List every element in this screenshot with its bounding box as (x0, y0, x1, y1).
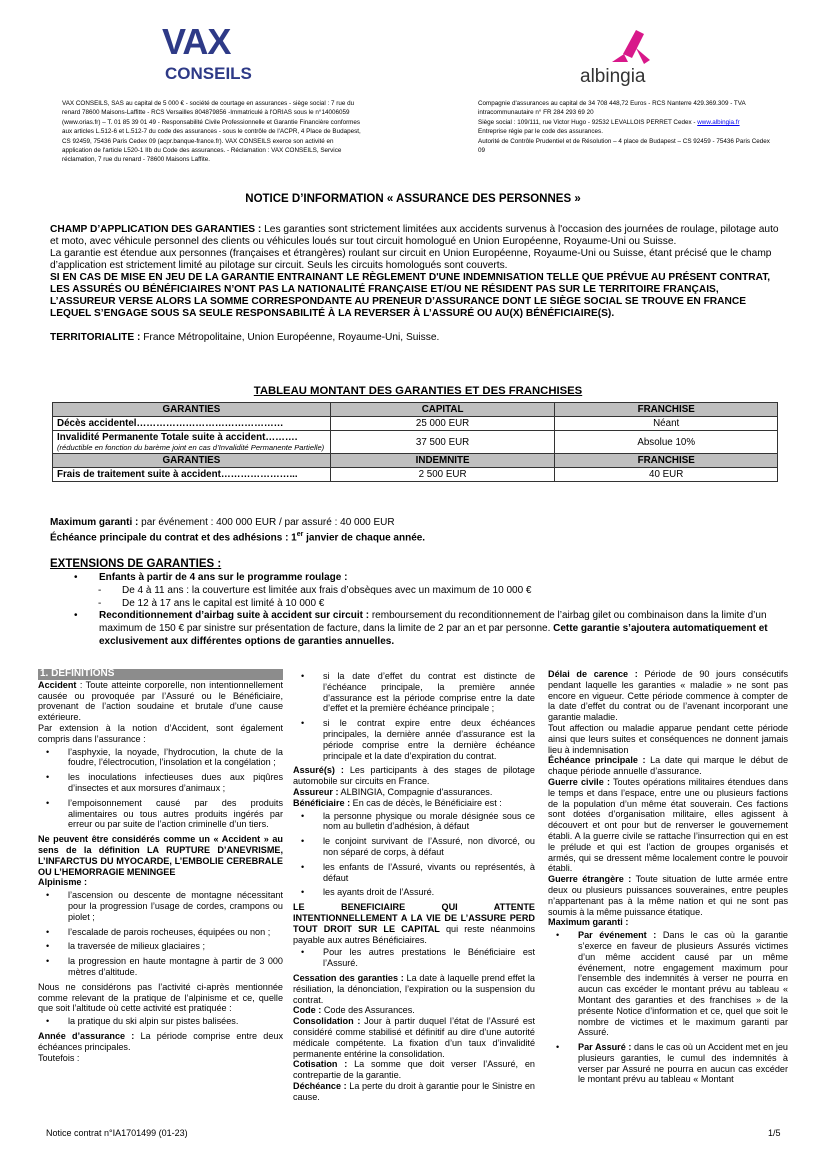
conso-label: Consolidation : (293, 1016, 361, 1027)
pa-label: Par Assuré : (578, 1042, 632, 1053)
bullet-icon: • (46, 746, 50, 757)
table-cell: 25 000 EUR (330, 417, 555, 431)
bullet-icon: • (74, 610, 78, 622)
list-item (293, 811, 535, 833)
list-item (38, 772, 283, 794)
bullet-icon: • (556, 1042, 560, 1053)
maximum-section (50, 517, 780, 544)
bullet-icon: • (301, 947, 305, 958)
bullet-icon: • (46, 1016, 50, 1027)
max-label: Maximum garanti : (548, 917, 629, 928)
ext-sub-1 (50, 585, 790, 598)
table-cell (53, 431, 331, 454)
insurer-address: Siège social : 109/111, rue Victor Hugo - 92532 LEVALLOIS PERRET Cedex - (478, 118, 698, 126)
list-item-text: Pour les autres prestations le Bénéficiaire est l’Assuré. (323, 947, 535, 969)
broker-legal-info: VAX CONSEILS, SAS au capital de 5 000 € - société de courtage en assurances - siège social : 7 rue du renard 78600 Maisons-Laffitte - RCS Versailles 804879856 -Immatriculé à l'ORIAS sous le n°14006059 (www.orias.fr) – T. 01 85 39 01 49 - Responsabilité Civile Professionnelle et Garantie Financière conformes aux articles L.512-6 et L.512-7 du code des assurances - sous le contrôle de l'ACPR, 4 Place de Budapest, CS 92459, 75436 Paris Cedex 09 (acpr.banque-france.fr). VAX CONSEILS exerce son activité en application de l'article L520-1 IIb du Code des assurances. - Réclamation : VAX CONSEILS, Service réclamation, 7 rue du renard - 78600 Maisons Laffite. (62, 100, 361, 164)
vax-conseils-logo (162, 24, 262, 88)
intro-section (50, 224, 780, 344)
table-row (53, 468, 778, 482)
guerre-e-label: Guerre étrangère : (548, 874, 632, 885)
list-item (38, 747, 283, 769)
cotis-text: La somme que doit verser l’Assuré, en contrepartie de la garantie. (293, 1059, 535, 1081)
insurer-legal-info (478, 99, 778, 155)
table-row (53, 431, 778, 454)
bullet-icon: • (46, 926, 50, 937)
extensions-list (50, 572, 790, 649)
bullet-icon: • (46, 797, 50, 808)
row2-label: Invalidité Permanente Totale suite à accident………. (57, 432, 298, 443)
bullet-icon: • (301, 836, 305, 847)
list-item-text: la traversée de milieux glaciaires ; (68, 941, 205, 952)
table-header-cell: FRANCHISE (555, 454, 778, 468)
echeance-line (50, 529, 780, 544)
insurer-line2 (478, 118, 778, 127)
list-item-text: l’asphyxie, la noyade, l’hydrocution, la chute de la foudre, l’électrocution, l’insolation et la congélation ; (68, 746, 283, 768)
table-header-cell: INDEMNITE (330, 454, 555, 468)
list-item-text: si la date d’effet du contrat est distincte de l’échéance principale, la première année d’assurance est la période comprise entre la date d’effet et la première échéance principale ; (323, 671, 535, 714)
echeance-text: Échéance principale du contrat et des adhésions : 1 (50, 532, 297, 544)
ext-item-1-text: Enfants à partir de 4 ans sur le programme roulage : (99, 572, 348, 583)
ext-item-2 (50, 610, 790, 648)
table-cell: Néant (555, 417, 778, 431)
list-item-text: l’ascension ou descente de montagne nécessitant pour la progression l’usage de cordes, crampons ou piolet ; (68, 890, 283, 922)
dech-label: Déchéance : (293, 1080, 347, 1091)
list-item-text: l’empoisonnement causé par des produits alimentaires ou tous autres produits ingérés par erreur ou par suite de l’action criminelle d’un tiers. (68, 797, 283, 830)
dech-text: La perte du droit à garantie pour le Sinistre en cause. (293, 1080, 535, 1102)
definitions-heading: 1. DEFINITIONS (38, 669, 283, 680)
assure-text: Les participants à des stages de pilotage automobile sur circuits en France. (293, 765, 535, 787)
champ-label: CHAMP D’APPLICATION DES GARANTIES : (50, 224, 262, 235)
assure-label: Assuré(s) : (293, 765, 344, 776)
list-item (548, 1042, 788, 1085)
territ-text: France Métropolitaine, Union Européenne, Royaume-Uni, Suisse. (140, 332, 440, 343)
bold-warning: SI EN CAS DE MISE EN JEU DE LA GARANTIE ENTRAINANT LE RÈGLEMENT D'UNE INDEMNISATION TELLE QUE PRÉVUE AU PRÉSENT CONTRAT, LES ASSURÉS OU BÉNÉFICIAIRES N’ONT PAS LA NATIONALITÉ FRANÇAISE ET/OU NE RÉSIDENT PAS SUR LE TERRITOIRE FRANÇAIS, L’ASSUREUR VERSE ALORS LA SOMME CORRESPONDANTE AU PRENEUR D’ASSURANCE DONT LE SIÈGE SOCIAL SE TROUVE EN FRANCE LEQUEL S’ENGAGE SOUS SA SEULE RESPONSABILITÉ À LA REVERSER À L’ASSURÉ OU AU(X) BÉNÉFICIAIRE(S). (50, 272, 771, 319)
insurer-line1: Compagnie d'assurances au capital de 34 708 448,72 Euros - RCS Nanterre 429.369.309 - TVA intracommunautaire n° FR 284 293 69 20 (478, 100, 746, 117)
list-item (293, 947, 535, 969)
list-item-text: la pratique du ski alpin sur pistes balisées. (68, 1016, 239, 1027)
table-cell: Frais de traitement suite à accident…………………... (53, 468, 331, 482)
table-cell: 2 500 EUR (330, 468, 555, 482)
bullet-icon: • (301, 671, 305, 681)
albingia-logo-text: albingia (580, 66, 646, 87)
albingia-link[interactable]: www.albingia.fr (697, 118, 740, 126)
vax-logo-bottom: CONSEILS (165, 64, 252, 83)
bullet-icon: • (46, 772, 50, 783)
pe-label: Par événement : (578, 930, 657, 941)
attente-text: qui reste néanmoins payable aux autres Bénéficiaires. (293, 923, 535, 945)
cotis-label: Cotisation : (293, 1059, 348, 1070)
bullet-icon: • (301, 887, 305, 898)
pe-text: Dans le cas où la garantie s’exerce en faveur de plusieurs Assurés victimes d’un même accident causé par un même événement, notre engagement maximum pour l’ensemble des indemnités à verser ne pourra en aucun cas excéder le montant prévu au tableau « Montant des garanties et des franchises » de la présente Notice d’information et ce, quel que soit le nombre de victimes et le maximum garanti par Assuré. (578, 930, 788, 1038)
list-item (293, 887, 535, 898)
maximum-label: Maximum garanti : (50, 517, 139, 528)
benef-text: En cas de décès, le Bénéficiaire est : (350, 797, 502, 808)
list-item (38, 1016, 283, 1027)
list-item-text: la personne physique ou morale désignée sous ce nom au bulletin d’adhésion, à défaut (323, 810, 535, 832)
table-cell: 37 500 EUR (330, 431, 555, 454)
albingia-logo (578, 24, 678, 88)
delai-text: Période de 90 jours consécutifs pendant laquelle les garanties « maladie » ne sont pas encore en vigueur. Cette période commence à compter de la date d’effet du contrat ou de l’avenant incorporant une garantie maladie. (548, 669, 788, 723)
bullet-icon: • (301, 810, 305, 821)
column-2 (293, 669, 535, 1102)
exclusion-para: Ne peuvent être considérés comme un « Accident » au sens de la définition LA RUPTURE D’ANEVRISME, L’INFARCTUS DU MYOCARDE, L’EMBOLIE CEREBRALE OU L’HEMORRAGIE MENINGEE (38, 834, 283, 877)
page-title: NOTICE D’INFORMATION « ASSURANCE DES PERSONNES » (245, 193, 581, 205)
ext-sub-2-text: De 12 à 17 ans le capital est limité à 10 000 € (122, 597, 325, 609)
accident-text: : Toute atteinte corporelle, non intentionnellement causée ou provoquée par l’Assuré ou le Bénéficiaire, provenant de l’action soudaine et brutale d’une cause extérieure. (38, 679, 283, 723)
list-item-text: l’escalade de parois rocheuses, équipées ou non ; (68, 926, 271, 937)
list-item-text: les enfants de l’Assuré, vivants ou représentés, à défaut (323, 861, 535, 883)
ext-sub-2 (50, 598, 790, 611)
extensions-title: EXTENSIONS DE GARANTIES : (50, 558, 222, 570)
dash-icon: - (98, 597, 102, 609)
table-row (53, 417, 778, 431)
guarantees-table (52, 402, 778, 482)
table-header-cell: CAPITAL (330, 403, 555, 417)
table-header-row (53, 403, 778, 417)
list-item (38, 890, 283, 922)
attente-bold: LE BENEFICIAIRE QUI ATTENTE INTENTIONNELLEMENT A LA VIE DE L’ASSURE PERD TOUT DROIT SUR LE CAPITAL (293, 902, 535, 934)
bullet-icon: • (301, 718, 305, 729)
column-3 (548, 669, 788, 1089)
toutefois: Toutefois : (38, 1052, 80, 1063)
list-item-text: les ayants droit de l’Assuré. (323, 887, 435, 898)
extension-para: Par extension à la notion d’Accident, sont également compris dans l’assurance : (38, 722, 283, 744)
list-item-text: le conjoint survivant de l’Assuré, non divorcé, ou non séparé de corps, à défaut (323, 836, 535, 857)
extension-text: La garantie est étendue aux personnes (françaises et étrangères) roulant sur circuit en Union Européenne, Royaume-Uni ou Suisse, étant précisé que le champ d’application est strictement limité au pilotage sur circuit. Seuls les circuits homologués sont couverts. (50, 248, 772, 271)
insurer-line4: Autorité de Contrôle Prudentiel et de Résolution – 4 place de Budapest – CS 92459 - 75436 Paris Cedex 09 (478, 137, 770, 155)
guerre-text: Toutes opérations militaires étendues dans le temps et dans l’espace, entre une ou plusieurs factions de la population d’un même état souverain. Ces factions sont dotées d’organisation militaire, elles agissent à découvert et ont pour but de renverser le gouvernement établi. A la guerre civile se rattache l’insurrection qui en est le prélude et qui est l’action de groupes organisés et armés, qui se dressent même localement contre le pouvoir établi. (548, 776, 788, 874)
list-item (293, 862, 535, 884)
list-item-text: la progression en haute montagne à partir de 3 000 mètres d’altitude. (68, 956, 283, 977)
code-text: Code des Assurances. (321, 1005, 415, 1016)
footer-contract-ref: Notice contrat n°IA1701499 (01-23) (46, 1128, 188, 1138)
list-item-text: si le contrat expire entre deux échéances principales, la dernière année d’assurance est la période comprise entre la dernière échéance principale et la date d’expiration du contrat. (323, 718, 535, 761)
echeance-def-text: La date qui marque le début de chaque période annuelle d’assurance. (548, 755, 789, 777)
cess-text: La date à laquelle prend effet la résiliation, la dénonciation, l’expiration ou la suspension du contrat. (293, 972, 535, 1005)
pa-text: dans le cas où un Accident met en jeu plusieurs garanties, le cumul des indemnités à verser par Assuré ne pourra en aucun cas excéder le montant prévu au tableau « Montant (578, 1042, 788, 1085)
echeance-label: Échéance principale : (548, 755, 646, 766)
annee-label: Année d’assurance : (38, 1030, 135, 1041)
alpinisme-label: Alpinisme : (38, 877, 88, 888)
table-cell: Décès accidentel……………………………………… (53, 417, 331, 431)
echeance-end: janvier de chaque année. (303, 532, 426, 544)
nous-para: Nous ne considérons pas l’activité ci-après mentionnée comme relevant de la pratique de l’alpinisme et ce, quelle que soit l’altitude où cette activité est pratiquée : (38, 981, 283, 1014)
insurer-line3: Entreprise régie par le code des assurances. (478, 128, 603, 136)
dash-icon: - (98, 584, 102, 596)
champ-text: Les garanties sont strictement limitées aux accidents survenus à l'occasion des journées de roulage, pilotage auto et moto, avec véhicule personnel des clients ou véhicules loués sur tout circuit homologué en Union Européenne, Royaume-Uni ou Suisse. (50, 224, 779, 247)
list-item (38, 941, 283, 952)
list-item (38, 956, 283, 978)
bullet-icon: • (556, 930, 560, 941)
accident-label: Accident (38, 679, 77, 690)
table-header-cell: GARANTIES (53, 403, 331, 417)
annee-text: La période comprise entre deux échéances principales. (38, 1030, 284, 1052)
maximum-text: par événement : 400 000 EUR / par assuré : 40 000 EUR (138, 517, 395, 528)
page-number: 1/5 (768, 1128, 781, 1138)
bullet-icon: • (46, 890, 50, 901)
list-item (548, 930, 788, 1038)
ext-item-1 (50, 572, 790, 585)
list-item-text: les inoculations infectieuses dues aux piqûres d’insectes et aux morsures d’animaux ; (68, 772, 283, 793)
benef-label: Bénéficiaire : (293, 797, 351, 808)
column-1 (38, 669, 283, 1063)
assureur-text: ALBINGIA, Compagnie d'assurances. (338, 786, 493, 797)
list-item (38, 927, 283, 938)
bullet-icon: • (74, 572, 78, 583)
ext-item-2-text: remboursement du reconditionnement de l’airbag gilet ou combinaison dans la limite d’un maximum de 150 € par sinistre sur présentation de facture, dans la limite de 2 par an et par personne. (99, 610, 767, 635)
cess-label: Cessation des garanties : (293, 972, 404, 983)
ext-item-2-bold: Cette garantie s’ajoutera automatiquement et exclusivement aux différentes options de garanties annuelles. (99, 623, 768, 647)
delai-label: Délai de carence : (548, 669, 638, 679)
table-header-row (53, 454, 778, 468)
bullet-icon: • (46, 956, 50, 967)
ext-item-2-label: Reconditionnement d’airbag suite à accident sur circuit : (99, 610, 370, 622)
list-item (293, 671, 535, 714)
ext-sub-1-text: De 4 à 11 ans : la couverture est limitée aux frais d’obsèques avec un maximum de 10 000 € (122, 584, 532, 596)
list-item (38, 798, 283, 830)
territ-label: TERRITORIALITE : (50, 332, 141, 343)
code-label: Code : (293, 1005, 322, 1016)
bullet-icon: • (301, 861, 305, 872)
row2-note: (réductible en fonction du barème joint en cas d’Invalidité Permanente Partielle) (57, 443, 325, 452)
table-header-cell: GARANTIES (53, 454, 331, 468)
delai-text-2: Tout affection ou maladie apparue pendant cette période ainsi que leurs suites et conséquences ne donnent jamais lieu à indemnisation (548, 722, 788, 755)
bullet-icon: • (46, 941, 50, 952)
list-item (293, 836, 535, 858)
table-cell: Absolue 10% (555, 431, 778, 454)
table-title: TABLEAU MONTANT DES GARANTIES ET DES FRANCHISES (253, 385, 583, 397)
assureur-label: Assureur : (293, 786, 339, 797)
guerre-label: Guerre civile : (548, 776, 610, 787)
table-cell: 40 EUR (555, 468, 778, 482)
guerre-e-text: Toute situation de lutte armée entre deux ou plusieurs puissances souveraines, entre peuples n’appartenant pas à la même nation et qui ne sont pas soumis à la même puissance étatique. (548, 874, 788, 917)
conso-text: Jour à partir duquel l’état de l’Assuré est considéré comme stabilisé et définitif au dire d’une autorité médicale compétente. La fixation d’un taux d’invalidité permanente entérine la consolidation. (293, 1016, 535, 1059)
echeance-sup: er (296, 531, 304, 538)
table-header-cell: FRANCHISE (555, 403, 778, 417)
vax-logo-top: VAX (162, 24, 231, 62)
list-item (293, 718, 535, 761)
